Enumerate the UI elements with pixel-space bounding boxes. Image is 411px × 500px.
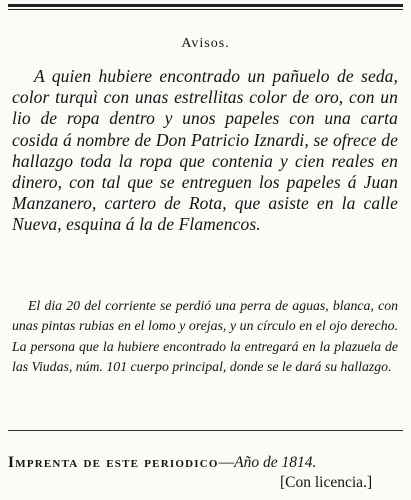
notice-lost-handkerchief: A quien hubiere encontrado un pañuelo de seda, color turquì con unas estrellitas color de oro, con un lio de ropa dentro y unos papeles con una carta cosida á nombre de Don Patricio Iznardi, se ofrece de hallazgo toda la ropa que contenia y cien reales en dinero, con tal que se entreguen los papeles á Juan Manzanero, cartero de Rota, que asiste en la calle Nueva, esquina á la de Flamencos. xyxy=(12,66,398,235)
section-title: Avisos. xyxy=(181,36,230,51)
top-rule-thick xyxy=(8,4,403,7)
imprint-separator: — xyxy=(218,454,235,471)
imprint-year: Año de 1814. xyxy=(234,454,317,471)
imprint-name: Imprenta de este periodico xyxy=(8,454,219,471)
bottom-rule xyxy=(8,430,403,431)
imprint-line xyxy=(8,454,403,472)
top-rule-thin xyxy=(8,9,403,10)
notice-lost-dog: El dia 20 del corriente se perdió una perra de aguas, blanca, con unas pintas rubias en el lomo y orejas, y un círculo en el ojo derecho. La persona que la hubiere encontrado la entregará en la plazuela de las Viudas, núm. 101 cuerpo principal, donde se le dará su hallazgo. xyxy=(12,298,398,374)
licence-note: [Con licencia.] xyxy=(280,474,373,491)
